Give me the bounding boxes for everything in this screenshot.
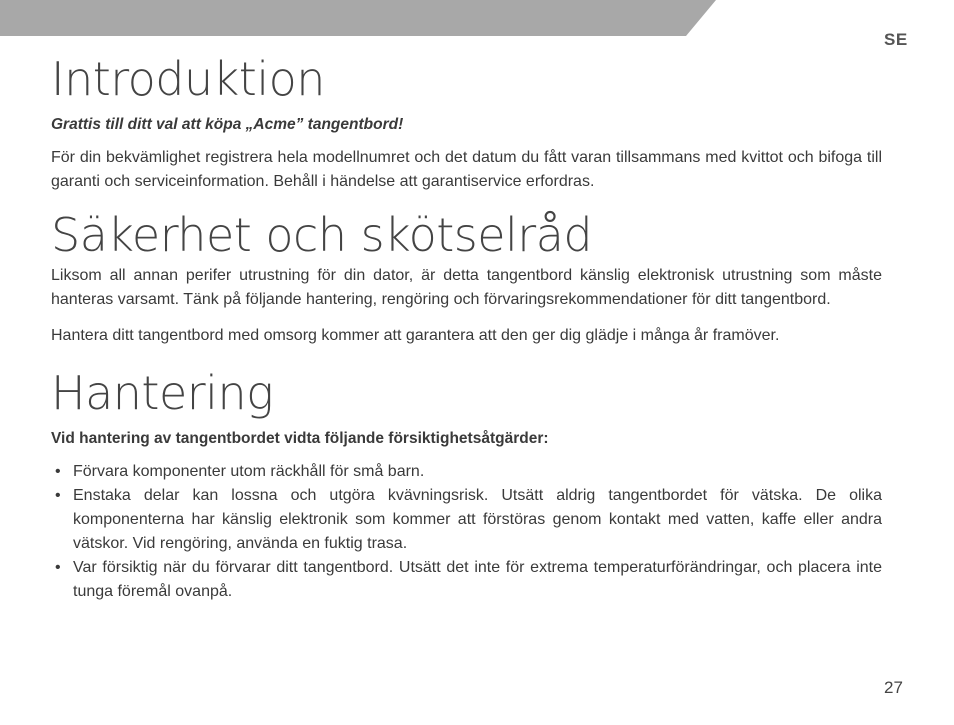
list-item-text: Enstaka delar kan lossna och utgöra kvävningsrisk. Utsätt aldrig tangentbordet för vätska. De olika komponenterna har känslig elektronik som kommer att förstöras genom kontakt med vatten, kaffe eller andra vätskor. Vid rengöring, använda en fuktig trasa. (73, 487, 882, 552)
section-title-intro: Introduktion (51, 52, 325, 106)
section-title-safety: Säkerhet och skötselråd (51, 208, 593, 262)
intro-lead: Grattis till ditt val att köpa „Acme” tangentbord! (51, 116, 404, 133)
handling-bullet-list (51, 460, 882, 604)
header-band (0, 0, 954, 40)
page-content (51, 50, 882, 604)
handling-lead: Vid hantering av tangentbordet vidta följande försiktighetsåtgärder: (51, 430, 549, 447)
section-title-handling: Hantering (51, 366, 274, 420)
header-band-shape (0, 0, 716, 36)
list-item-text: Förvara komponenter utom räckhåll för små barn. (73, 463, 425, 480)
list-item (51, 460, 882, 484)
intro-paragraph: För din bekvämlighet registrera hela modellnumret och det datum du fått varan tillsammans med kvittot och bifoga till garanti och serviceinformation. Behåll i händelse att garantiservice erfordras. (51, 149, 882, 190)
list-item-text: Var försiktig när du förvarar ditt tangentbord. Utsätt det inte för extrema temperaturförändringar, och placera inte tunga föremål ovanpå. (73, 559, 882, 600)
bullet-icon: • (55, 487, 61, 504)
language-code: SE (884, 30, 908, 49)
bullet-icon: • (55, 463, 61, 480)
list-item (51, 556, 882, 604)
page-number: 27 (884, 678, 903, 697)
bullet-icon: • (55, 559, 61, 576)
safety-paragraph-1: Liksom all annan perifer utrustning för din dator, är detta tangentbord känslig elektronisk utrustning som måste hanteras varsamt. Tänk på följande hantering, rengöring och förvaringsrekommendationer för ditt tangentbord. (51, 267, 882, 308)
safety-paragraph-2: Hantera ditt tangentbord med omsorg kommer att garantera att den ger dig glädje i många år framöver. (51, 327, 780, 344)
list-item (51, 484, 882, 556)
